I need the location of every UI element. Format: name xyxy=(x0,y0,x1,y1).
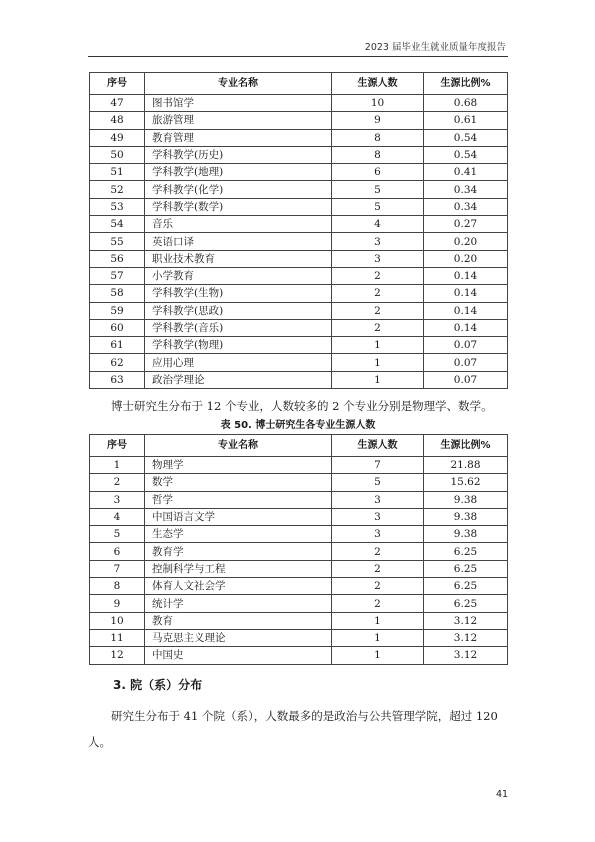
cell-percent: 6.25 xyxy=(424,595,508,612)
cell-percent: 21.88 xyxy=(424,457,508,474)
cell-count: 1 xyxy=(332,612,424,629)
cell-count: 4 xyxy=(332,216,424,233)
cell-count: 3 xyxy=(332,526,424,543)
cell-percent: 0.68 xyxy=(424,95,508,112)
column-header-major: 专业名称 xyxy=(145,73,332,95)
cell-index: 53 xyxy=(90,198,145,215)
table-row xyxy=(90,560,508,577)
cell-major: 控制科学与工程 xyxy=(145,560,332,577)
phd-major-table xyxy=(89,434,508,665)
cell-count: 3 xyxy=(332,508,424,525)
table-row xyxy=(90,250,508,267)
header-title: 2023 届毕业生就业质量年度报告 xyxy=(364,42,506,53)
cell-percent: 9.38 xyxy=(424,526,508,543)
cell-percent: 9.38 xyxy=(424,508,508,525)
cell-count: 2 xyxy=(332,578,424,595)
cell-percent: 0.14 xyxy=(424,285,508,302)
cell-index: 4 xyxy=(90,508,145,525)
table-row xyxy=(90,216,508,233)
cell-index: 11 xyxy=(90,629,145,646)
cell-percent: 0.07 xyxy=(424,371,508,388)
cell-major: 英语口译 xyxy=(145,233,332,250)
cell-major: 学科教学(思政) xyxy=(145,302,332,319)
cell-major: 哲学 xyxy=(145,491,332,508)
cell-count: 2 xyxy=(332,302,424,319)
cell-index: 7 xyxy=(90,560,145,577)
table-row xyxy=(90,491,508,508)
cell-major: 数学 xyxy=(145,474,332,491)
cell-index: 5 xyxy=(90,526,145,543)
table-row xyxy=(90,267,508,284)
cell-count: 2 xyxy=(332,285,424,302)
table-row xyxy=(90,629,508,646)
column-header-count: 生源人数 xyxy=(332,435,424,457)
cell-index: 12 xyxy=(90,647,145,664)
cell-percent: 0.14 xyxy=(424,267,508,284)
cell-index: 8 xyxy=(90,578,145,595)
table-row xyxy=(90,198,508,215)
cell-percent: 0.07 xyxy=(424,337,508,354)
cell-index: 3 xyxy=(90,491,145,508)
cell-percent: 0.14 xyxy=(424,319,508,336)
table-row xyxy=(90,578,508,595)
cell-major: 中国史 xyxy=(145,647,332,664)
table-caption: 表 50. 博士研究生各专业生源人数 xyxy=(220,420,376,431)
cell-percent: 6.25 xyxy=(424,560,508,577)
cell-index: 57 xyxy=(90,267,145,284)
table-body xyxy=(90,457,508,665)
cell-percent: 0.34 xyxy=(424,198,508,215)
cell-count: 5 xyxy=(332,474,424,491)
cell-percent: 6.25 xyxy=(424,543,508,560)
cell-index: 51 xyxy=(90,164,145,181)
cell-count: 8 xyxy=(332,146,424,163)
table-row xyxy=(90,233,508,250)
table-row xyxy=(90,457,508,474)
table-row xyxy=(90,146,508,163)
cell-major: 中国语言文学 xyxy=(145,508,332,525)
cell-major: 学科教学(生物) xyxy=(145,285,332,302)
cell-percent: 15.62 xyxy=(424,474,508,491)
cell-index: 10 xyxy=(90,612,145,629)
cell-count: 3 xyxy=(332,250,424,267)
cell-major: 物理学 xyxy=(145,457,332,474)
cell-index: 60 xyxy=(90,319,145,336)
cell-index: 52 xyxy=(90,181,145,198)
cell-major: 政治学理论 xyxy=(145,371,332,388)
cell-percent: 0.61 xyxy=(424,112,508,129)
cell-percent: 3.12 xyxy=(424,647,508,664)
cell-percent: 0.41 xyxy=(424,164,508,181)
column-header-index: 序号 xyxy=(90,435,145,457)
major-table-continued xyxy=(89,72,508,389)
cell-percent: 9.38 xyxy=(424,491,508,508)
cell-percent: 0.54 xyxy=(424,146,508,163)
cell-percent: 6.25 xyxy=(424,578,508,595)
cell-count: 8 xyxy=(332,129,424,146)
cell-index: 48 xyxy=(90,112,145,129)
table-header-row xyxy=(90,73,508,95)
cell-count: 7 xyxy=(332,457,424,474)
cell-index: 9 xyxy=(90,595,145,612)
cell-count: 5 xyxy=(332,198,424,215)
cell-index: 55 xyxy=(90,233,145,250)
section-heading: 3. 院（系）分布 xyxy=(113,678,203,692)
cell-count: 6 xyxy=(332,164,424,181)
cell-major: 体育人文社会学 xyxy=(145,578,332,595)
cell-index: 47 xyxy=(90,95,145,112)
cell-major: 学科教学(音乐) xyxy=(145,319,332,336)
cell-count: 1 xyxy=(332,629,424,646)
cell-index: 56 xyxy=(90,250,145,267)
cell-major: 音乐 xyxy=(145,216,332,233)
cell-percent: 0.34 xyxy=(424,181,508,198)
cell-major: 生态学 xyxy=(145,526,332,543)
table-row xyxy=(90,302,508,319)
table-row xyxy=(90,612,508,629)
cell-count: 3 xyxy=(332,233,424,250)
cell-count: 2 xyxy=(332,543,424,560)
cell-percent: 0.14 xyxy=(424,302,508,319)
table-row xyxy=(90,508,508,525)
cell-index: 6 xyxy=(90,543,145,560)
cell-count: 2 xyxy=(332,560,424,577)
page-header xyxy=(88,38,508,57)
table-body xyxy=(90,95,508,389)
cell-percent: 0.27 xyxy=(424,216,508,233)
cell-count: 2 xyxy=(332,595,424,612)
page-number: 41 xyxy=(496,789,509,800)
cell-count: 9 xyxy=(332,112,424,129)
cell-major: 职业技术教育 xyxy=(145,250,332,267)
cell-index: 58 xyxy=(90,285,145,302)
table-row xyxy=(90,647,508,664)
cell-count: 1 xyxy=(332,371,424,388)
cell-major: 马克思主义理论 xyxy=(145,629,332,646)
cell-count: 2 xyxy=(332,319,424,336)
table-row xyxy=(90,595,508,612)
column-header-index: 序号 xyxy=(90,73,145,95)
table-row xyxy=(90,181,508,198)
cell-count: 5 xyxy=(332,181,424,198)
cell-index: 63 xyxy=(90,371,145,388)
cell-major: 教育管理 xyxy=(145,129,332,146)
cell-percent: 0.20 xyxy=(424,233,508,250)
cell-major: 统计学 xyxy=(145,595,332,612)
cell-count: 1 xyxy=(332,354,424,371)
table-row xyxy=(90,337,508,354)
phd-summary-paragraph: 博士研究生分布于 12 个专业，人数较多的 2 个专业分别是物理学、数学。 xyxy=(111,399,493,413)
cell-major: 学科教学(化学) xyxy=(145,181,332,198)
cell-major: 教育学 xyxy=(145,543,332,560)
cell-count: 1 xyxy=(332,647,424,664)
cell-count: 10 xyxy=(332,95,424,112)
column-header-percent: 生源比例% xyxy=(424,73,508,95)
cell-percent: 0.07 xyxy=(424,354,508,371)
table-row xyxy=(90,526,508,543)
table-row xyxy=(90,112,508,129)
cell-major: 小学教育 xyxy=(145,267,332,284)
table-row xyxy=(90,474,508,491)
department-summary-paragraph: 研究生分布于 41 个院（系），人数最多的是政治与公共管理学院，超过 120 人。 xyxy=(88,709,498,749)
table-row xyxy=(90,354,508,371)
cell-percent: 3.12 xyxy=(424,629,508,646)
table-row xyxy=(90,319,508,336)
column-header-count: 生源人数 xyxy=(332,73,424,95)
column-header-percent: 生源比例% xyxy=(424,435,508,457)
cell-major: 教育 xyxy=(145,612,332,629)
cell-major: 学科教学(物理) xyxy=(145,337,332,354)
cell-index: 62 xyxy=(90,354,145,371)
cell-major: 应用心理 xyxy=(145,354,332,371)
table-row xyxy=(90,543,508,560)
table-row xyxy=(90,95,508,112)
cell-count: 3 xyxy=(332,491,424,508)
cell-index: 1 xyxy=(90,457,145,474)
cell-major: 图书馆学 xyxy=(145,95,332,112)
table-header-row xyxy=(90,435,508,457)
table-row xyxy=(90,164,508,181)
cell-index: 2 xyxy=(90,474,145,491)
cell-index: 61 xyxy=(90,337,145,354)
cell-major: 学科教学(数学) xyxy=(145,198,332,215)
table-row xyxy=(90,129,508,146)
table-row xyxy=(90,371,508,388)
table-row xyxy=(90,285,508,302)
cell-index: 50 xyxy=(90,146,145,163)
column-header-major: 专业名称 xyxy=(145,435,332,457)
cell-major: 学科教学(地理) xyxy=(145,164,332,181)
cell-percent: 3.12 xyxy=(424,612,508,629)
cell-percent: 0.54 xyxy=(424,129,508,146)
cell-index: 59 xyxy=(90,302,145,319)
cell-count: 2 xyxy=(332,267,424,284)
cell-count: 1 xyxy=(332,337,424,354)
cell-index: 54 xyxy=(90,216,145,233)
cell-major: 旅游管理 xyxy=(145,112,332,129)
cell-major: 学科教学(历史) xyxy=(145,146,332,163)
cell-percent: 0.20 xyxy=(424,250,508,267)
cell-index: 49 xyxy=(90,129,145,146)
